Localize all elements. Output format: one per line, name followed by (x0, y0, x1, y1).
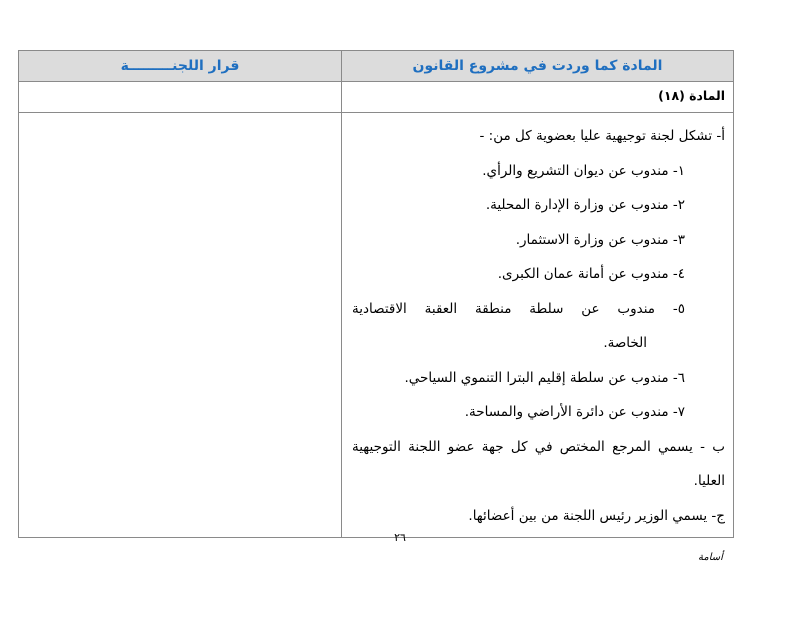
committee-decision-cell (19, 113, 342, 538)
header-decision: قرار اللجنـــــــــة (19, 51, 342, 82)
clause-c: ج- يسمي الوزير رئيس اللجنة من بين أعضائها. (468, 507, 725, 524)
article-title-decision-cell (19, 82, 342, 113)
page-number: ٢٦ (394, 531, 406, 544)
clause-b: ب - يسمي المرجع المختص في كل جهة عضو اللجنة التوجيهية (352, 438, 725, 455)
list-item-4: ٤- مندوب عن أمانة عمان الكبرى. (497, 266, 685, 282)
list-item-7: ٧- مندوب عن دائرة الأراضي والمساحة. (464, 404, 685, 420)
signature: أسامة (698, 552, 723, 563)
list-item-2: ٢- مندوب عن وزارة الإدارة المحلية. (485, 197, 685, 213)
header-article: المادة كما وردت في مشروع القانون (342, 51, 734, 82)
clause-b-continuation: العليا. (693, 473, 725, 489)
article-title-row (19, 82, 734, 113)
article-content-cell (342, 113, 734, 538)
list-item-5-continuation: الخاصة. (603, 335, 647, 351)
document-table (18, 50, 734, 538)
article-title: المادة (١٨) (342, 82, 734, 113)
list-item-5: ٥- مندوب عن سلطة منطقة العقبة الاقتصادية (352, 300, 685, 317)
list-item-3: ٣- مندوب عن وزارة الاستثمار. (515, 231, 685, 248)
list-item-6: ٦- مندوب عن سلطة إقليم البترا التنموي السياحي. (404, 369, 685, 386)
article-content-row (19, 113, 734, 538)
clause-a: أ- تشكل لجنة توجيهية عليا بعضوية كل من: - (479, 128, 725, 144)
table-header-row (19, 51, 734, 82)
list-item-1: ١- مندوب عن ديوان التشريع والرأي. (482, 162, 685, 179)
